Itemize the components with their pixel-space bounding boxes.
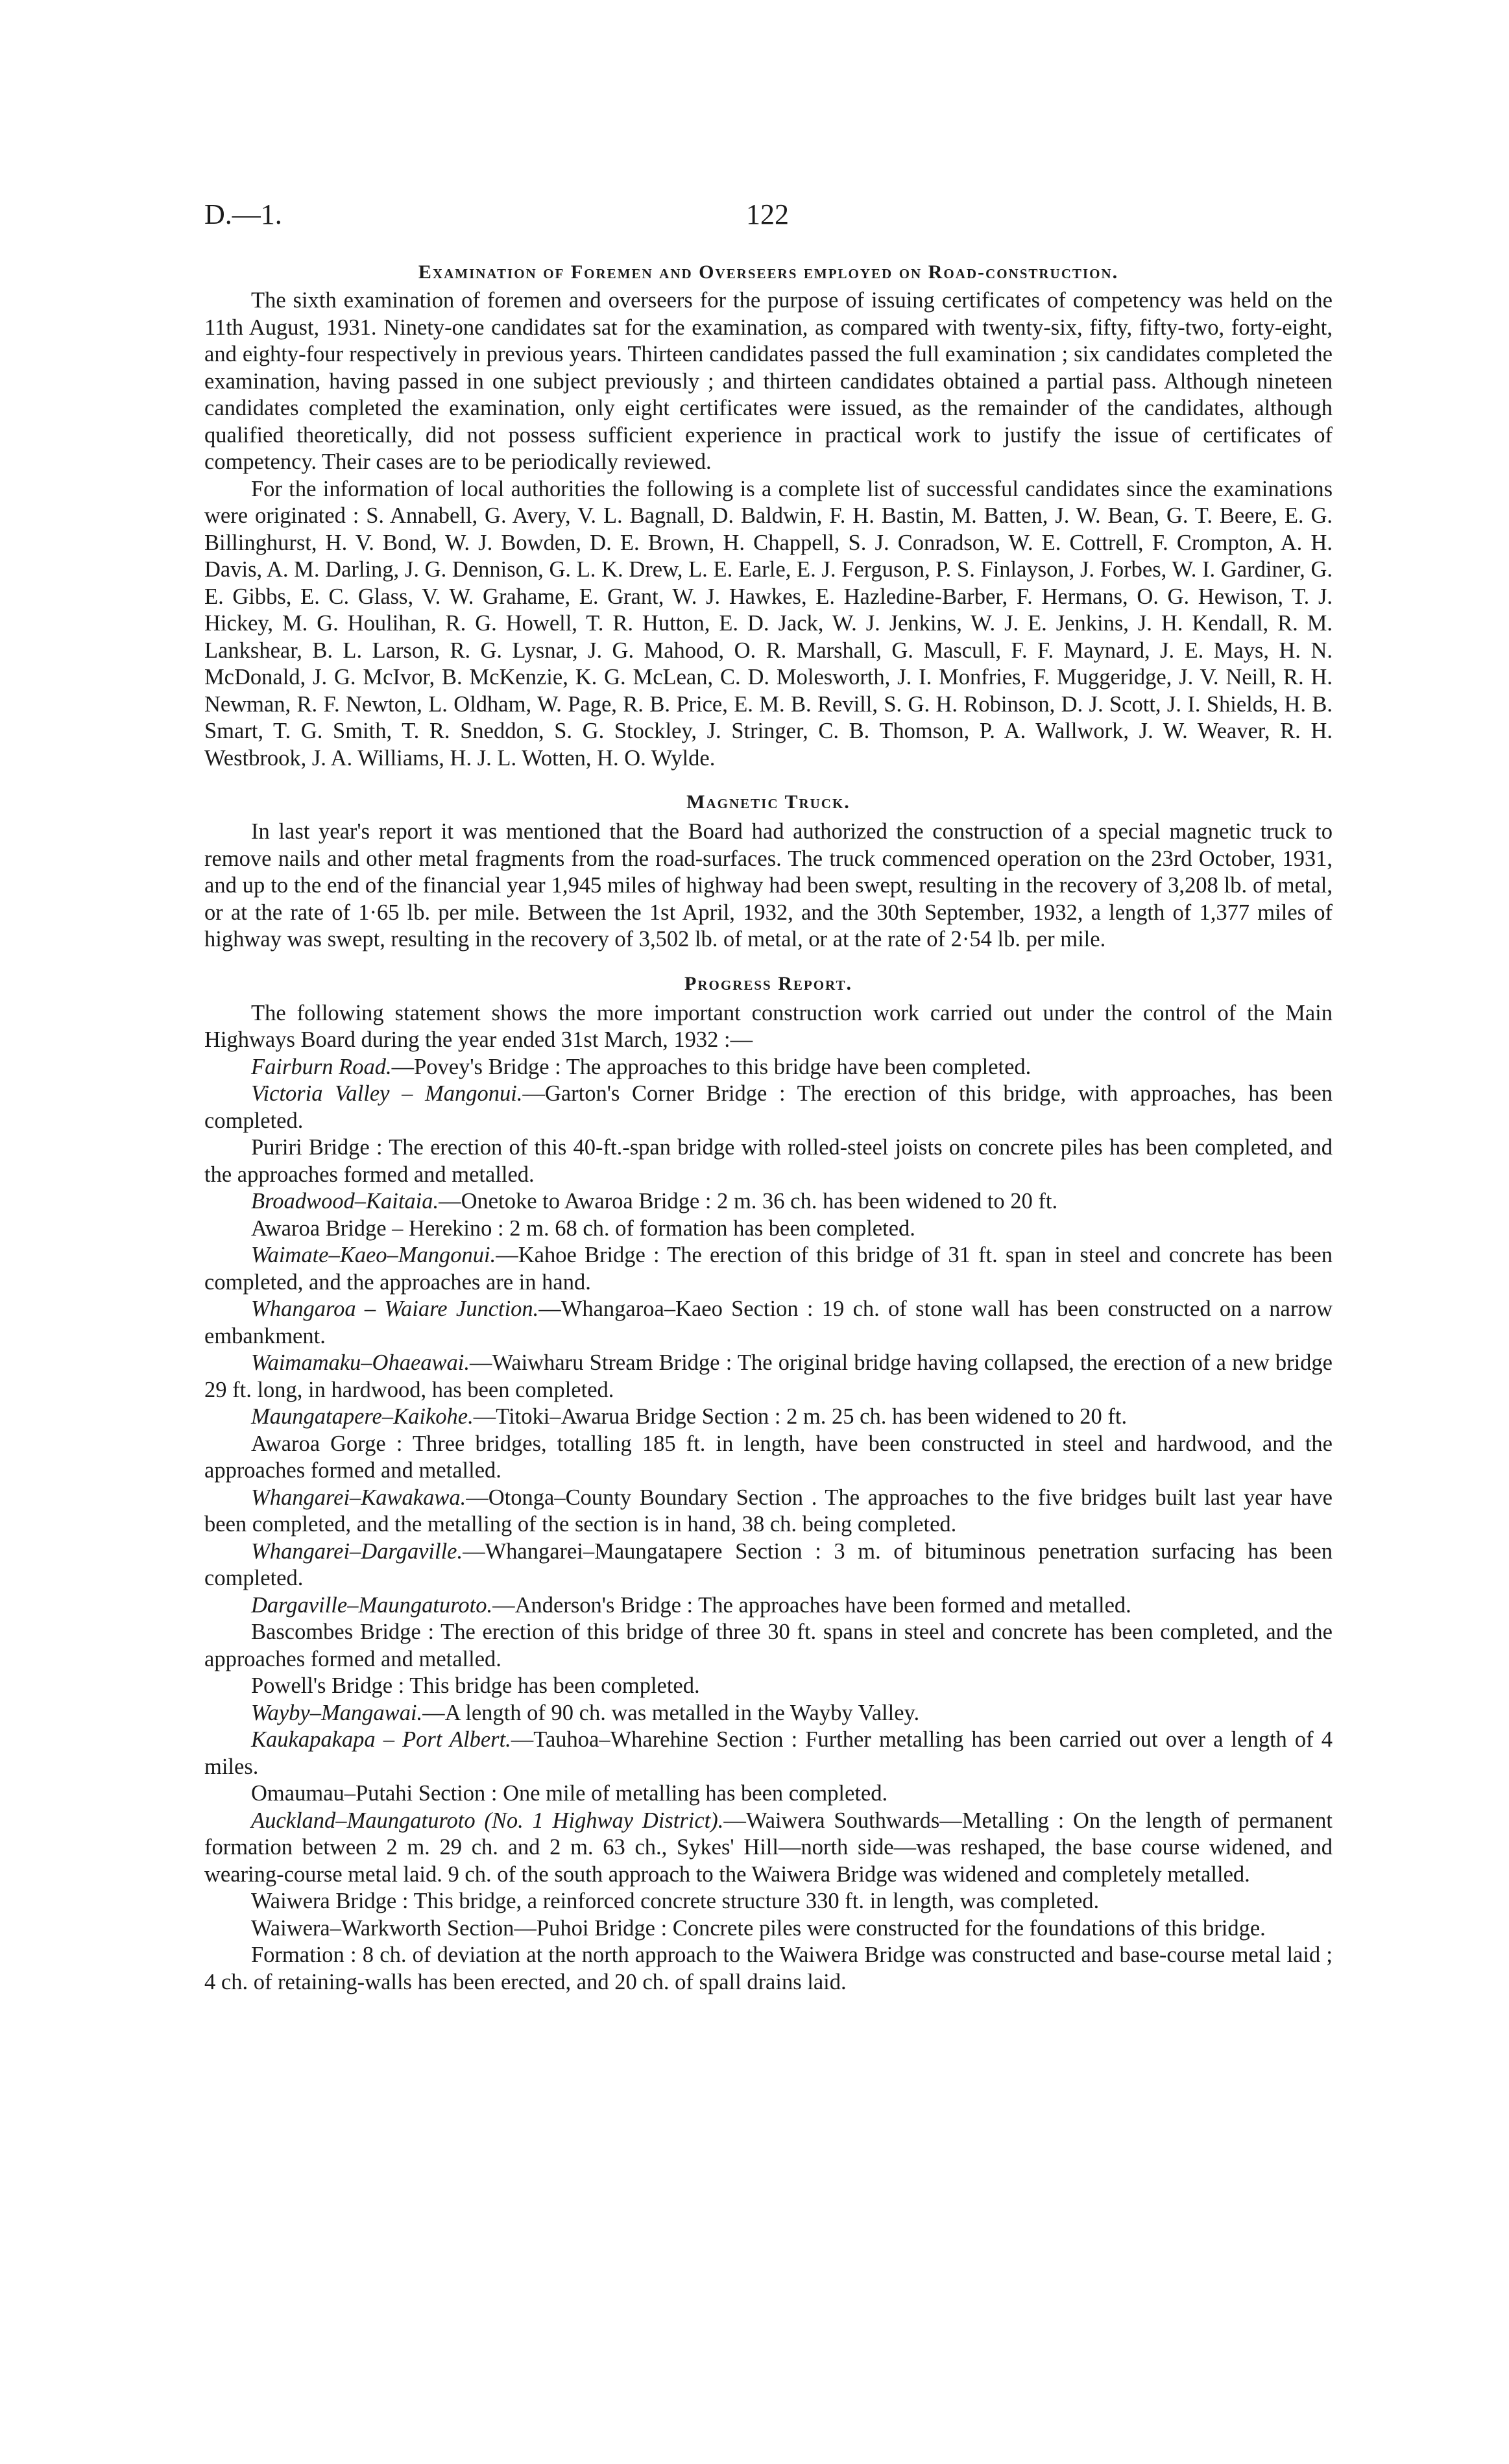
progress-item xyxy=(204,1054,1333,1081)
document-reference: D.—1. xyxy=(204,198,282,230)
progress-item xyxy=(204,1485,1333,1538)
item-text: —Otonga–County Boundary Section . The approaches to the five bridges built last year have been completed, and the metalling of the section is in hand, 38 ch. being completed. xyxy=(204,1485,1333,1537)
item-text: —Tauhoa–Wharehine Section : Further metalling has been carried out over a length of 4 miles. xyxy=(204,1727,1333,1779)
item-text: —Garton's Corner Bridge : The erection of this bridge, with approaches, has been completed. xyxy=(204,1081,1333,1133)
item-text: —Titoki–Awarua Bridge Section : 2 m. 25 ch. has been widened to 20 ft. xyxy=(473,1404,1128,1429)
progress-item xyxy=(204,1619,1333,1673)
page-header xyxy=(204,198,1333,238)
progress-item xyxy=(204,1673,1333,1700)
item-text: Omaumau–Putahi Section : One mile of metalling has been completed. xyxy=(251,1781,888,1806)
progress-item xyxy=(204,1888,1333,1915)
road-name: Auckland–Maungaturoto (No. 1 Highway District). xyxy=(251,1808,724,1833)
item-text: —Waiwharu Stream Bridge : The original bridge having collapsed, the erection of a new bridge 29 ft. long, in hardwood, has been completed. xyxy=(204,1350,1333,1402)
item-text: —Waiwera Southwards—Metalling : On the length of permanent formation between 2 m. 29 ch. and 2 m. 63 ch., Sykes' Hill—north side—was reshaped, the base course widened, and wearing-course metal laid. 9 ch. of the south approach to the Waiwera Bridge was widened and completely metalled. xyxy=(204,1808,1333,1887)
heading-examination: Examination of Foremen and Overseers employed on Road-construction. xyxy=(418,261,1119,283)
road-name: Victoria Valley – Mangonui. xyxy=(251,1081,523,1106)
item-text: —A length of 90 ch. was metalled in the Wayby Valley. xyxy=(422,1700,920,1725)
progress-item xyxy=(204,1081,1333,1134)
paragraph-progress-intro: The following statement shows the more important construction work carried out under the control of the Main Highways Board during the year ended 31st March, 1932 :— xyxy=(204,1000,1333,1052)
progress-item xyxy=(204,1404,1333,1431)
progress-item xyxy=(204,1780,1333,1808)
progress-item xyxy=(204,1242,1333,1296)
item-text: Powell's Bridge : This bridge has been completed. xyxy=(251,1673,700,1698)
progress-item xyxy=(204,1727,1333,1780)
heading-progress-report: Progress Report. xyxy=(684,972,852,994)
item-text: —Anderson's Bridge : The approaches have been formed and metalled. xyxy=(492,1592,1131,1618)
item-text: —Whangaroa–Kaeo Section : 19 ch. of stone wall has been constructed on a narrow embankment. xyxy=(204,1297,1333,1348)
item-text: Waiwera Bridge : This bridge, a reinforced concrete structure 330 ft. in length, was completed. xyxy=(251,1889,1100,1913)
item-text: —Whangarei–Maungatapere Section : 3 m. of bituminous penetration surfacing has been completed. xyxy=(204,1538,1333,1590)
road-name: Kaukapakapa – Port Albert. xyxy=(251,1727,511,1752)
progress-item xyxy=(204,1188,1333,1215)
item-text: Waiwera–Warkworth Section—Puhoi Bridge : Concrete piles were constructed for the foundations of this bridge. xyxy=(251,1915,1266,1941)
progress-item xyxy=(204,1134,1333,1188)
item-text: Awaroa Bridge – Herekino : 2 m. 68 ch. of formation has been completed. xyxy=(251,1215,915,1241)
progress-item xyxy=(204,1215,1333,1243)
item-text: —Onetoke to Awaroa Bridge : 2 m. 36 ch. has been widened to 20 ft. xyxy=(439,1189,1058,1214)
progress-item xyxy=(204,1808,1333,1889)
progress-item xyxy=(204,1538,1333,1592)
road-name: Waimate–Kaeo–Mangonui. xyxy=(251,1243,496,1267)
progress-item xyxy=(204,1700,1333,1727)
road-name: Waimamaku–Ohaeawai. xyxy=(251,1350,470,1375)
road-name: Whangarei–Dargaville. xyxy=(251,1538,463,1564)
road-name: Wayby–Mangawai. xyxy=(251,1700,423,1725)
progress-item xyxy=(204,1592,1333,1620)
progress-item xyxy=(204,1350,1333,1404)
progress-items xyxy=(204,1054,1333,1996)
item-text: Formation : 8 ch. of deviation at the north approach to the Waiwera Bridge was constructed and base-course metal laid ; 4 ch. of retaining-walls has been erected, and 20 ch. of spall drains laid. xyxy=(204,1943,1333,1994)
item-text: Awaroa Gorge : Three bridges, totalling 185 ft. in length, have been constructed in steel and hardwood, and the approaches formed and metalled. xyxy=(204,1431,1333,1483)
item-text: —Kahoe Bridge : The erection of this bridge of 31 ft. span in steel and concrete has been completed, and the approaches are in hand. xyxy=(204,1243,1333,1295)
paragraph-successful-candidates: For the information of local authorities the following is a complete list of successful candidates since the examinations were originated : S. Annabell, G. Avery, V. L. Bagnall, D. Baldwin, F. H. Bastin, M. Batten, J. W. Bean, G. T. Beere, E. G. Billinghurst, H. V. Bond, W. J. Bowden, D. E. Brown, H. Chappell, S. J. Conradson, W. E. Cottrell, F. Crompton, A. H. Davis, A. M. Darling, J. G. Dennison, G. L. K. Drew, L. E. Earle, E. J. Ferguson, P. S. Finlayson, J. Forbes, W. I. Gardiner, G. E. Gibbs, E. C. Glass, V. W. Grahame, E. Grant, W. J. Hawkes, E. Hazledine-Barber, F. Hermans, O. G. Hewison, T. J. Hickey, M. G. Houlihan, R. G. Howell, T. R. Hutton, E. D. Jack, W. J. Jenkins, W. J. E. Jenkins, J. H. Kendall, R. M. Lankshear, B. L. Larson, R. G. Lysnar, J. G. Mahood, O. R. Marshall, G. Mascull, F. F. Maynard, J. E. Mays, H. N. McDonald, J. G. McIvor, B. McKenzie, K. G. McLean, C. D. Molesworth, J. I. Monfries, F. Muggeridge, J. V. Neill, R. H. Newman, R. F. Newton, L. Oldham, W. Page, R. B. Price, E. M. B. Revill, S. G. H. Robinson, D. J. Scott, J. I. Shields, H. B. Smart, T. G. Smith, T. R. Sneddon, S. G. Stockley, J. Stringer, C. B. Thomson, P. A. Wallwork, J. W. Weaver, R. H. Westbrook, J. A. Williams, H. J. L. Wotten, H. O. Wylde. xyxy=(204,476,1333,771)
item-text: —Povey's Bridge : The approaches to this bridge have been completed. xyxy=(391,1054,1032,1079)
paragraph-examination-results: The sixth examination of foremen and overseers for the purpose of issuing certificates of competency was held on the 11th August, 1931. Ninety-one candidates sat for the examination, as compared with twenty-six, fifty, fifty-two, forty-eight, and eighty-four respectively in previous years. Thirteen candidates passed the full examination ; six candidates completed the examination, having passed in one subject previously ; and thirteen candidates obtained a partial pass. Although nineteen candidates completed the examination, only eight certificates were issued, as the remainder of the candidates, although qualified theoretically, did not possess sufficient experience in practical work to justify the issue of certificates of competency. Their cases are to be periodically reviewed. xyxy=(204,288,1333,474)
item-text: Puriri Bridge : The erection of this 40-ft.-span bridge with rolled-steel joists on concrete piles has been completed, and the approaches formed and metalled. xyxy=(204,1135,1333,1187)
road-name: Broadwood–Kaitaia. xyxy=(251,1189,439,1214)
road-name: Maungatapere–Kaikohe. xyxy=(251,1404,474,1429)
road-name: Fairburn Road. xyxy=(251,1054,392,1079)
road-name: Whangaroa – Waiare Junction. xyxy=(251,1297,539,1321)
progress-item xyxy=(204,1915,1333,1943)
item-text: Bascombes Bridge : The erection of this bridge of three 30 ft. spans in steel and concrete has been completed, and the approaches formed and metalled. xyxy=(204,1620,1333,1671)
progress-item xyxy=(204,1296,1333,1350)
progress-item xyxy=(204,1942,1333,1996)
road-name: Whangarei–Kawakawa. xyxy=(251,1485,466,1510)
progress-item xyxy=(204,1431,1333,1485)
paragraph-magnetic-truck: In last year's report it was mentioned that the Board had authorized the construction of a special magnetic truck to remove nails and other metal fragments from the road-surfaces. The truck commenced operation on the 23rd October, 1931, and up to the end of the financial year 1,945 miles of highway had been swept, resulting in the recovery of 3,208 lb. of metal, or at the rate of 1·65 lb. per mile. Between the 1st April, 1932, and the 30th September, 1932, a length of 1,377 miles of highway was swept, resulting in the recovery of 3,502 lb. of metal, or at the rate of 2·54 lb. per mile. xyxy=(204,819,1333,951)
page-number: 122 xyxy=(746,198,789,230)
road-name: Dargaville–Maungaturoto. xyxy=(251,1592,493,1618)
heading-magnetic-truck: Magnetic Truck. xyxy=(686,791,851,813)
